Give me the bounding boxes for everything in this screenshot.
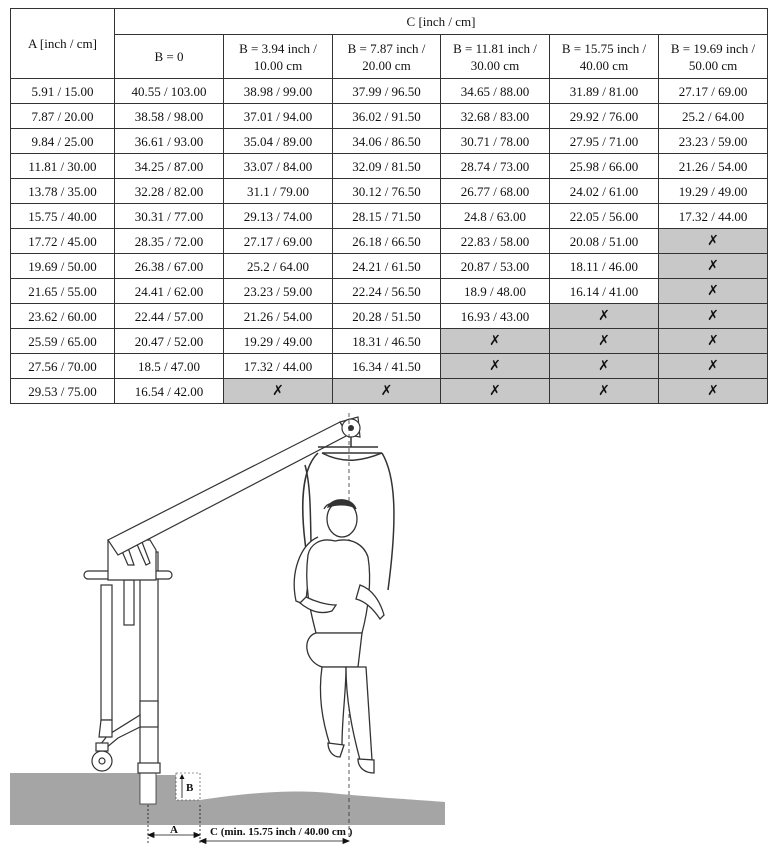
not-available-cell: ✗ — [659, 379, 768, 404]
not-available-cell: ✗ — [659, 254, 768, 279]
table-row — [11, 129, 768, 154]
a-value-cell: 13.78 / 35.00 — [11, 179, 115, 204]
not-available-cell: ✗ — [550, 379, 659, 404]
c-value-cell: 22.24 / 56.50 — [333, 279, 441, 304]
c-value-cell: 29.13 / 74.00 — [224, 204, 333, 229]
a-value-cell: 23.62 / 60.00 — [11, 304, 115, 329]
b-header-line: B = 3.94 inch / — [239, 40, 317, 56]
table-row — [11, 154, 768, 179]
c-value-cell: 20.87 / 53.00 — [441, 254, 550, 279]
c-value-cell: 36.02 / 91.50 — [333, 104, 441, 129]
c-value-cell: 26.38 / 67.00 — [115, 254, 224, 279]
c-value-cell: 32.09 / 81.50 — [333, 154, 441, 179]
c-value-cell: 38.58 / 98.00 — [115, 104, 224, 129]
c-value-cell: 38.98 / 99.00 — [224, 79, 333, 104]
not-available-cell: ✗ — [550, 354, 659, 379]
not-available-cell: ✗ — [441, 354, 550, 379]
a-value-cell: 29.53 / 75.00 — [11, 379, 115, 404]
c-value-cell: 16.14 / 41.00 — [550, 279, 659, 304]
a-value-cell: 9.84 / 25.00 — [11, 129, 115, 154]
b-header-line: 50.00 cm — [688, 57, 738, 73]
label-a: A — [170, 824, 178, 836]
not-available-cell: ✗ — [659, 279, 768, 304]
table-row — [11, 354, 768, 379]
not-available-cell: ✗ — [659, 354, 768, 379]
c-value-cell: 25.2 / 64.00 — [224, 254, 333, 279]
col-c-header: C [inch / cm] — [115, 9, 768, 35]
c-value-cell: 40.55 / 103.00 — [115, 79, 224, 104]
patient-lift-illustration — [0, 405, 778, 852]
not-available-cell: ✗ — [659, 304, 768, 329]
c-value-cell: 21.26 / 54.00 — [659, 154, 768, 179]
a-value-cell: 19.69 / 50.00 — [11, 254, 115, 279]
a-value-cell: 15.75 / 40.00 — [11, 204, 115, 229]
c-value-cell: 24.02 / 61.00 — [550, 179, 659, 204]
table-row — [11, 279, 768, 304]
label-c: C (min. 15.75 inch / 40.00 cm ) — [210, 826, 353, 838]
label-b: B — [186, 782, 194, 794]
not-available-cell: ✗ — [550, 329, 659, 354]
c-value-cell: 32.68 / 83.00 — [441, 104, 550, 129]
table-row — [11, 329, 768, 354]
a-value-cell: 7.87 / 20.00 — [11, 104, 115, 129]
a-value-cell: 25.59 / 65.00 — [11, 329, 115, 354]
c-value-cell: 32.28 / 82.00 — [115, 179, 224, 204]
not-available-cell: ✗ — [550, 304, 659, 329]
c-value-cell: 30.12 / 76.50 — [333, 179, 441, 204]
not-available-cell: ✗ — [659, 229, 768, 254]
c-value-cell: 22.83 / 58.00 — [441, 229, 550, 254]
c-value-cell: 23.23 / 59.00 — [659, 129, 768, 154]
c-value-cell: 28.35 / 72.00 — [115, 229, 224, 254]
c-value-cell: 20.08 / 51.00 — [550, 229, 659, 254]
table-body — [11, 79, 768, 404]
b-header-line: B = 19.69 inch / — [670, 40, 756, 56]
a-value-cell: 11.81 / 30.00 — [11, 154, 115, 179]
table-row — [11, 229, 768, 254]
table-row — [11, 79, 768, 104]
c-value-cell: 18.11 / 46.00 — [550, 254, 659, 279]
c-value-cell: 24.41 / 62.00 — [115, 279, 224, 304]
b-header-4 — [550, 35, 659, 79]
c-value-cell: 30.31 / 77.00 — [115, 204, 224, 229]
not-available-cell: ✗ — [441, 379, 550, 404]
b-header-3 — [441, 35, 550, 79]
c-value-cell: 30.71 / 78.00 — [441, 129, 550, 154]
a-value-cell: 27.56 / 70.00 — [11, 354, 115, 379]
c-value-cell: 28.74 / 73.00 — [441, 154, 550, 179]
c-value-cell: 25.98 / 66.00 — [550, 154, 659, 179]
c-value-cell: 31.89 / 81.00 — [550, 79, 659, 104]
c-value-cell: 27.17 / 69.00 — [224, 229, 333, 254]
not-available-cell: ✗ — [224, 379, 333, 404]
person — [294, 500, 384, 773]
lift-range-table — [10, 8, 768, 404]
c-value-cell: 28.15 / 71.50 — [333, 204, 441, 229]
b-header-line: 30.00 cm — [470, 57, 520, 73]
c-value-cell: 37.99 / 96.50 — [333, 79, 441, 104]
b-header-line: B = 15.75 inch / — [561, 40, 647, 56]
table-row — [11, 304, 768, 329]
c-value-cell: 25.2 / 64.00 — [659, 104, 768, 129]
floor — [10, 773, 445, 825]
c-value-cell: 20.47 / 52.00 — [115, 329, 224, 354]
table-row — [11, 204, 768, 229]
not-available-cell: ✗ — [659, 329, 768, 354]
b-header-line: 40.00 cm — [579, 57, 629, 73]
c-value-cell: 31.1 / 79.00 — [224, 179, 333, 204]
c-value-cell: 34.06 / 86.50 — [333, 129, 441, 154]
c-value-cell: 24.21 / 61.50 — [333, 254, 441, 279]
b-header-row — [11, 35, 768, 79]
c-value-cell: 36.61 / 93.00 — [115, 129, 224, 154]
c-value-cell: 18.31 / 46.50 — [333, 329, 441, 354]
c-value-cell: 16.34 / 41.50 — [333, 354, 441, 379]
c-value-cell: 17.32 / 44.00 — [659, 204, 768, 229]
c-value-cell: 19.29 / 49.00 — [224, 329, 333, 354]
a-value-cell: 17.72 / 45.00 — [11, 229, 115, 254]
c-value-cell: 18.9 / 48.00 — [441, 279, 550, 304]
floor-recess — [140, 769, 156, 804]
c-value-cell: 27.17 / 69.00 — [659, 79, 768, 104]
c-value-cell: 19.29 / 49.00 — [659, 179, 768, 204]
table-row — [11, 379, 768, 404]
col-a-header: A [inch / cm] — [11, 9, 115, 79]
b-header-line: B = 0 — [154, 49, 184, 64]
c-value-cell: 16.54 / 42.00 — [115, 379, 224, 404]
c-value-cell: 29.92 / 76.00 — [550, 104, 659, 129]
c-value-cell: 20.28 / 51.50 — [333, 304, 441, 329]
c-value-cell: 22.44 / 57.00 — [115, 304, 224, 329]
c-value-cell: 26.77 / 68.00 — [441, 179, 550, 204]
b-header-line: B = 11.81 inch / — [453, 40, 537, 56]
c-value-cell: 34.65 / 88.00 — [441, 79, 550, 104]
table-row — [11, 254, 768, 279]
c-value-cell: 22.05 / 56.00 — [550, 204, 659, 229]
c-value-cell: 18.5 / 47.00 — [115, 354, 224, 379]
c-value-cell: 26.18 / 66.50 — [333, 229, 441, 254]
b-header-line: 20.00 cm — [362, 57, 411, 73]
b-header-5 — [659, 35, 768, 79]
c-value-cell: 27.95 / 71.00 — [550, 129, 659, 154]
c-value-cell: 16.93 / 43.00 — [441, 304, 550, 329]
b-header-1 — [224, 35, 333, 79]
b-header-0 — [115, 35, 224, 79]
a-value-cell: 5.91 / 15.00 — [11, 79, 115, 104]
c-value-cell: 37.01 / 94.00 — [224, 104, 333, 129]
b-header-2 — [333, 35, 441, 79]
c-value-cell: 21.26 / 54.00 — [224, 304, 333, 329]
not-available-cell: ✗ — [441, 329, 550, 354]
c-value-cell: 24.8 / 63.00 — [441, 204, 550, 229]
a-value-cell: 21.65 / 55.00 — [11, 279, 115, 304]
table-row — [11, 179, 768, 204]
c-value-cell: 34.25 / 87.00 — [115, 154, 224, 179]
c-value-cell: 23.23 / 59.00 — [224, 279, 333, 304]
c-value-cell: 17.32 / 44.00 — [224, 354, 333, 379]
c-value-cell: 33.07 / 84.00 — [224, 154, 333, 179]
b-header-line: 10.00 cm — [253, 57, 303, 73]
not-available-cell: ✗ — [333, 379, 441, 404]
b-header-line: B = 7.87 inch / — [347, 40, 426, 56]
c-value-cell: 35.04 / 89.00 — [224, 129, 333, 154]
table-row — [11, 104, 768, 129]
